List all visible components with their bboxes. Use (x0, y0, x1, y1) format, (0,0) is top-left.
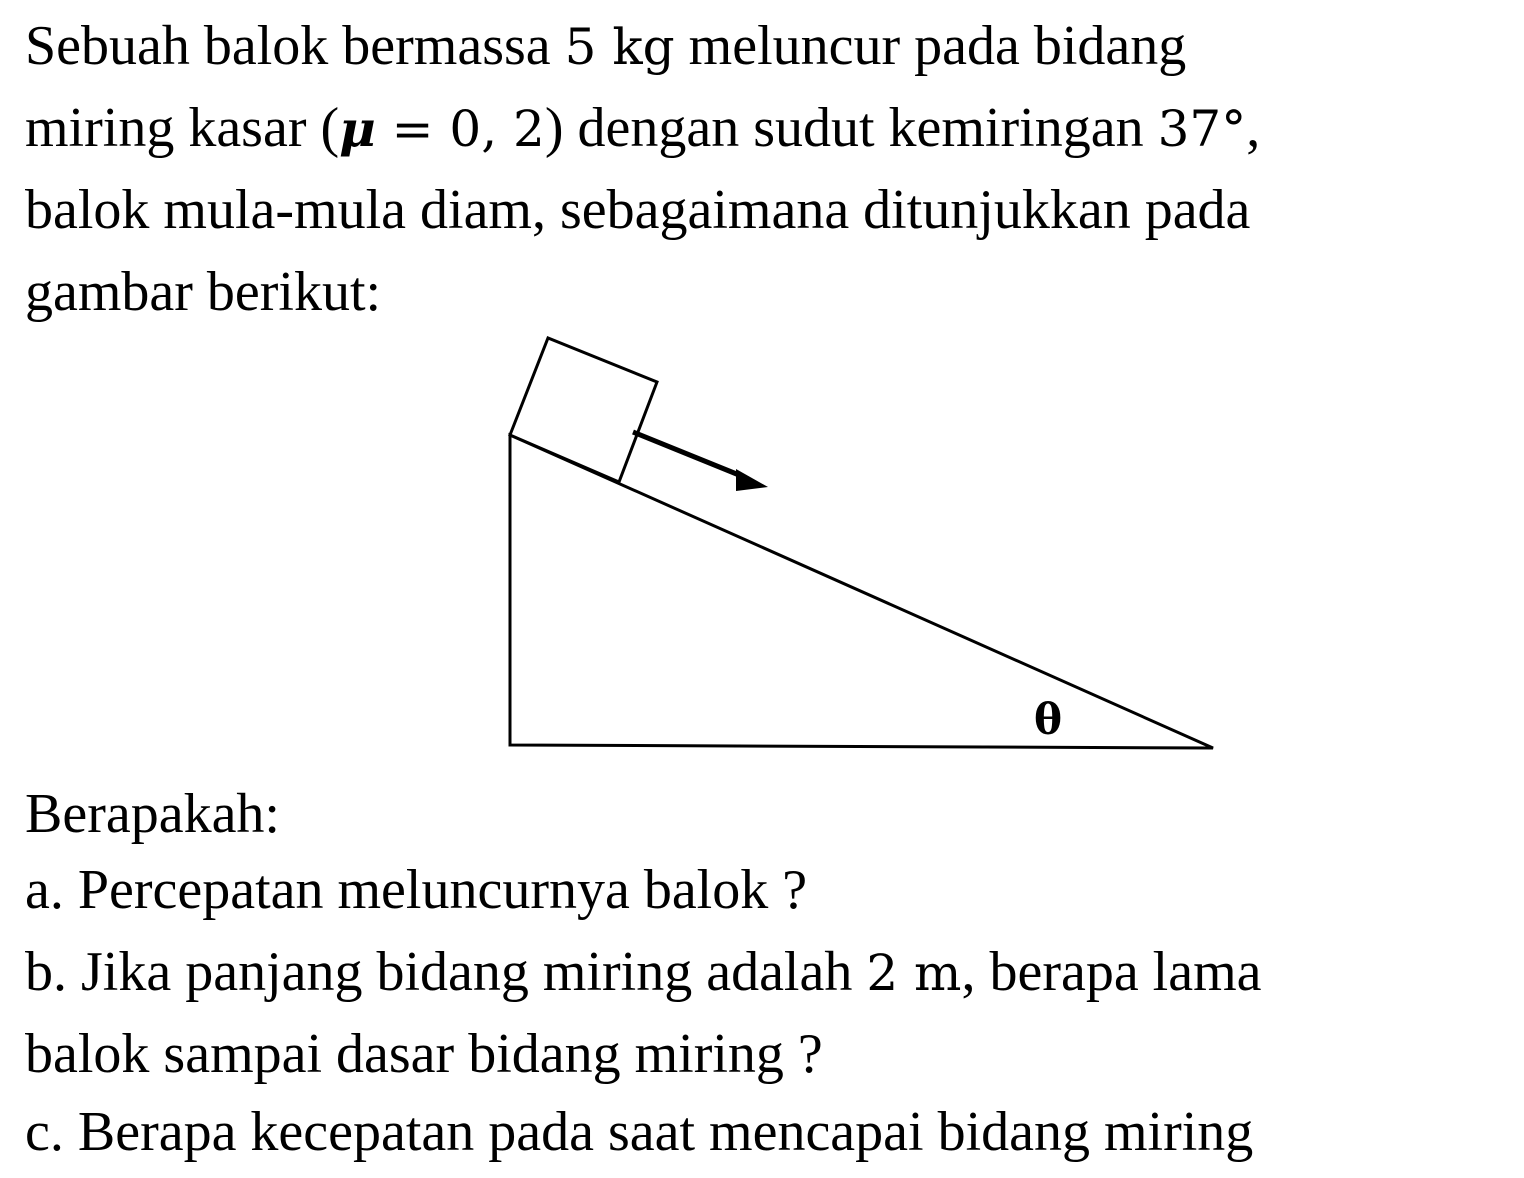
question-a: a. Percepatan meluncurnya balok ? (25, 859, 808, 921)
intro-line-3: balok mula-mula diam, sebagaimana ditunjukkan pada (25, 179, 1251, 241)
intro-line-2-post: , (1246, 97, 1261, 159)
mu-value: = 0, 2 (375, 100, 545, 158)
incline-length: 2 m (866, 944, 962, 1002)
intro-line-4: gambar berikut: (25, 261, 382, 323)
motion-arrow-head (736, 469, 768, 491)
question-header: Berapakah: (25, 783, 280, 845)
intro-line-1-post: meluncur pada bidang (674, 15, 1187, 77)
mu-symbol: μ (339, 99, 376, 158)
question-b-line-1 (25, 940, 1262, 1005)
intro-line-2-mid: ) dengan sudut kemiringan (544, 97, 1158, 159)
question-b-line-2: balok sampai dasar bidang miring ? (25, 1023, 823, 1085)
question-b-post: , berapa lama (961, 941, 1262, 1003)
angle-theta-label: θ (1033, 695, 1063, 744)
mass-value: 5 kg (564, 18, 675, 76)
block (510, 338, 657, 482)
intro-line-1-pre: Sebuah balok bermassa (25, 15, 565, 77)
motion-arrow-shaft (633, 432, 744, 477)
question-c: c. Berapa kecepatan pada saat mencapai bidang miring (25, 1101, 1254, 1163)
intro-line-2-pre: miring kasar ( (25, 97, 340, 159)
question-b-pre: b. Jika panjang bidang miring adalah (25, 941, 867, 1003)
angle-value: 37° (1157, 100, 1247, 158)
